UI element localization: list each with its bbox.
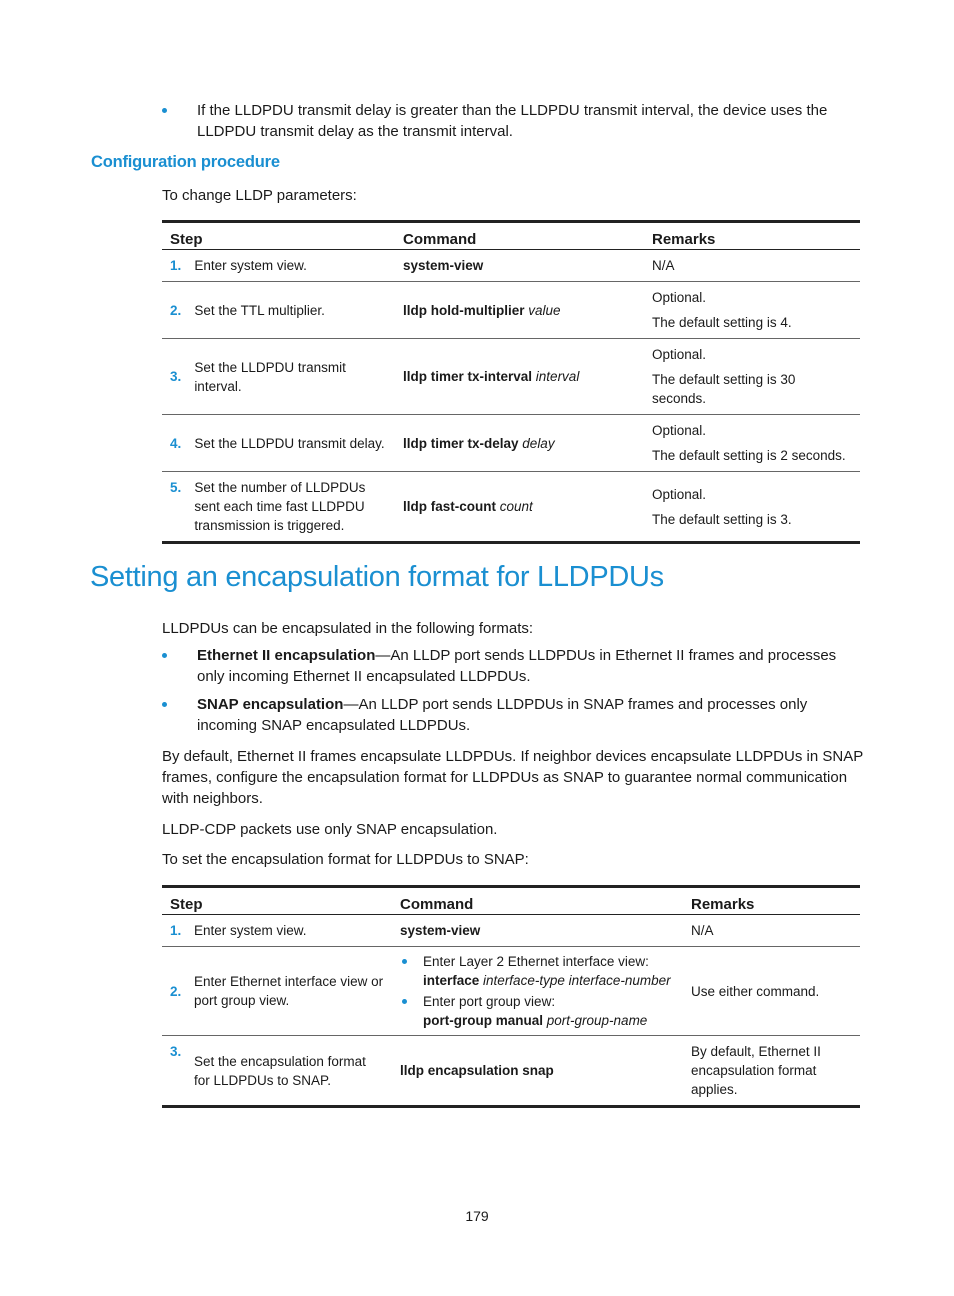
- lldp-parameters-table: [162, 220, 860, 544]
- step-remarks: By default, Ethernet II encapsulation format applies.: [683, 1036, 860, 1107]
- bullet-icon: [162, 653, 167, 658]
- command-keyword: lldp timer tx-interval: [403, 369, 533, 384]
- column-header-remarks: Remarks: [644, 222, 860, 250]
- bullet-icon: [402, 959, 407, 964]
- remark-line: The default setting is 4.: [652, 315, 792, 330]
- step-description: Enter system view.: [186, 250, 395, 282]
- format-term: Ethernet II encapsulation: [197, 647, 376, 664]
- default-encapsulation-text: By default, Ethernet II frames encapsulate LLDPDUs. If neighbor devices encapsulate LLDPDUs in SNAP frames, configure the encapsulation format for LLDPDUs as SNAP to guarantee normal communication with neighbors.: [162, 748, 863, 807]
- config-intro-text: To change LLDP parameters:: [162, 187, 357, 204]
- step-command: [395, 472, 644, 543]
- step-number: 1.: [162, 250, 186, 282]
- snap-intro-text: To set the encapsulation format for LLDPDUs to SNAP:: [162, 851, 529, 868]
- step-remarks: N/A: [683, 915, 860, 947]
- column-header-command: Command: [392, 887, 683, 915]
- step-command: [392, 947, 683, 1036]
- step-number: 3.: [162, 339, 186, 415]
- step-number: 1.: [162, 915, 186, 947]
- step-number: 4.: [162, 415, 186, 472]
- column-header-command: Command: [395, 222, 644, 250]
- step-description: Set the LLDPDU transmit delay.: [186, 415, 395, 472]
- table-header-row: [162, 887, 860, 915]
- command-keyword: lldp timer tx-delay: [403, 435, 519, 451]
- format-description: —An LLDP port sends LLDPDUs in Ethernet II frames and processes only incoming Ethernet II encapsulated LLDPDUs.: [197, 647, 837, 685]
- step-command: [392, 915, 683, 947]
- remark-line: Optional.: [652, 347, 707, 362]
- command-argument: interval: [535, 369, 580, 384]
- step-remarks: Use either command.: [683, 947, 860, 1036]
- step-description: Set the LLDPDU transmit interval.: [186, 339, 395, 415]
- step-number: 2.: [162, 282, 186, 339]
- intro-bullet-text: If the LLDPDU transmit delay is greater than the LLDPDU transmit interval, the device uses the LLDPDU transmit delay as the transmit interval.: [197, 102, 828, 140]
- section-title: Setting an encapsulation format for LLDPDUs: [90, 561, 664, 593]
- table-row: [162, 415, 860, 472]
- step-number: 3.: [162, 1036, 186, 1107]
- command-keyword: system-view: [403, 258, 484, 273]
- format-bullet-list: [162, 645, 864, 743]
- snap-encapsulation-table: [162, 885, 860, 1108]
- list-item: [162, 100, 864, 142]
- command-keyword: lldp fast-count: [403, 499, 496, 514]
- config-procedure-heading: Configuration procedure: [91, 153, 280, 171]
- remark-line: The default setting is 3.: [652, 511, 792, 527]
- step-command: [395, 282, 644, 339]
- step-remarks: [644, 339, 860, 415]
- step-description: Set the encapsulation format for LLDPDUs to SNAP.: [186, 1036, 392, 1107]
- intro-bullet-list: [162, 100, 864, 149]
- step-number: 2.: [162, 947, 186, 1036]
- step-remarks: [644, 472, 860, 543]
- command-keyword: lldp encapsulation snap: [400, 1063, 554, 1078]
- section-intro-text: LLDPDUs can be encapsulated in the following formats:: [162, 620, 534, 637]
- step-description: Set the TTL multiplier.: [186, 282, 395, 339]
- list-item: [400, 992, 675, 1030]
- remark-line: Optional.: [652, 290, 707, 305]
- remark-line: The default setting is 2 seconds.: [652, 448, 846, 463]
- table-row: [162, 339, 860, 415]
- command-argument: delay: [522, 435, 555, 451]
- step-remarks: [644, 250, 860, 282]
- step-command: [395, 250, 644, 282]
- command-keyword: port-group manual: [423, 1013, 543, 1028]
- step-command: [392, 1036, 683, 1107]
- list-item: [400, 952, 675, 990]
- column-header-step: Step: [162, 222, 395, 250]
- cdp-encapsulation-text: LLDP-CDP packets use only SNAP encapsulation.: [162, 821, 498, 838]
- remark-line: Optional.: [652, 423, 707, 438]
- command-options-list: [400, 952, 675, 1030]
- column-header-step: Step: [162, 887, 392, 915]
- bullet-icon: [162, 702, 167, 707]
- bullet-icon: [162, 108, 167, 113]
- option-label: Enter port group view:: [423, 994, 556, 1009]
- command-keyword: interface: [423, 973, 480, 988]
- table-row: [162, 915, 860, 947]
- table-row: [162, 250, 860, 282]
- table-header-row: [162, 222, 860, 250]
- table-row: [162, 472, 860, 543]
- list-item: [162, 645, 864, 687]
- bullet-icon: [402, 999, 407, 1004]
- format-description: —An LLDP port sends LLDPDUs in SNAP frames and processes only incoming SNAP encapsulated LLDPDUs.: [197, 696, 808, 734]
- command-keyword: lldp hold-multiplier: [403, 302, 525, 318]
- step-description: Enter system view.: [186, 915, 392, 947]
- command-argument: value: [528, 302, 561, 318]
- page-number: 179: [465, 1208, 489, 1224]
- option-label: Enter Layer 2 Ethernet interface view:: [423, 954, 649, 969]
- column-header-remarks: Remarks: [683, 887, 860, 915]
- command-argument: interface-type interface-number: [483, 973, 671, 988]
- command-argument: count: [499, 499, 533, 514]
- format-term: SNAP encapsulation: [197, 696, 344, 713]
- table-row: [162, 947, 860, 1036]
- remark-line: The default setting is 30 seconds.: [652, 372, 796, 406]
- table-row: [162, 282, 860, 339]
- step-remarks: [644, 415, 860, 472]
- step-command: [395, 415, 644, 472]
- remark-line: N/A: [652, 258, 675, 273]
- table-row: [162, 1036, 860, 1107]
- step-remarks: [644, 282, 860, 339]
- step-description: Enter Ethernet interface view or port group view.: [186, 947, 392, 1036]
- remark-line: Optional.: [652, 486, 707, 502]
- command-keyword: system-view: [400, 923, 481, 938]
- step-description: Set the number of LLDPDUs sent each time fast LLDPDU transmission is triggered.: [186, 472, 395, 543]
- step-command: [395, 339, 644, 415]
- command-argument: port-group-name: [546, 1013, 648, 1028]
- list-item: [162, 694, 864, 736]
- step-number: 5.: [162, 472, 186, 543]
